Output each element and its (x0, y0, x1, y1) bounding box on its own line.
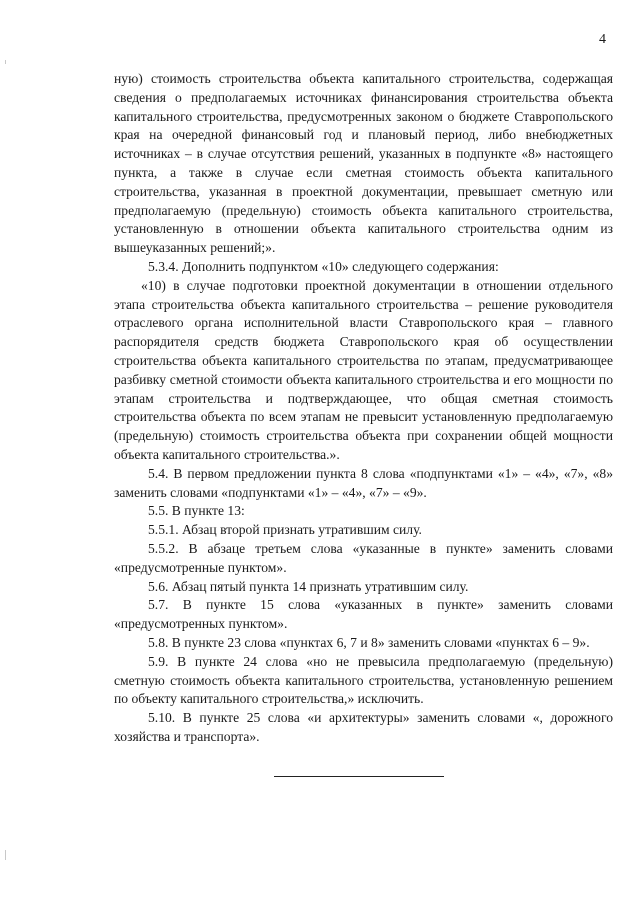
paragraph-5-5-2: 5.5.2. В абзаце третьем слова «указанные в пункте» заменить словами «предусмотренные пунктом». (114, 540, 613, 575)
paragraph-continuation: ную) стоимость строительства объекта капитального строительства, содержащая сведения о предполагаемых источниках финансирования строительства объекта капитального строительства, предусмотренных законом о бюджете Ставропольского края на очередной финансовый год и плановый период, либо внебюджетных источниках – в случае отсутствия решений, указанных в подпункте «8» настоящего пункта, а также в случае если сметная стоимость объекта капитального строительства, указанная в проектной документации, превышает сметную или предполагаемую (предельную) стоимость объекта капитального строительства, установленную в отношении объекта капитального строительства одним из вышеуказанных решений;». (114, 71, 613, 256)
paragraph-5-5-1: 5.5.1. Абзац второй признать утратившим силу. (148, 522, 422, 538)
document-body (114, 70, 613, 747)
paragraph-5-3-4: 5.3.4. Дополнить подпунктом «10» следующего содержания: (148, 258, 499, 274)
scan-margin-mark (5, 60, 6, 64)
page-number: 4 (599, 32, 606, 47)
paragraph-5-5: 5.5. В пункте 13: (148, 503, 245, 519)
paragraph-5-7: 5.7. В пункте 15 слова «указанных в пункте» заменить словами «предусмотренных пунктом». (114, 597, 613, 632)
paragraph-5-9: 5.9. В пункте 24 слова «но не превысила предполагаемую (предельную) сметную стоимость объекта капитального строительства, установленную решением по объекту капитального строительства,» исключить. (114, 653, 613, 707)
paragraph-5-8: 5.8. В пункте 23 слова «пунктах 6, 7 и 8» заменить словами «пунктах 6 – 9». (148, 634, 590, 650)
paragraph-subpoint-10: «10) в случае подготовки проектной документации в отношении отдельного этапа строительства объекта капитального строительства – решение руководителя отраслевого органа исполнительной власти Ставропольского края – главного распорядителя средств бюджета Ставропольского края об осуществлении строительства объекта капитального строительства по этапам, предусматривающее разбивку сметной стоимости объекта капитального строительства и его мощности по этапам строительства и подтверждающее, что общая сметная стоимость строительства объекта по всем этапам не превысит установленную предполагаемую (предельную) стоимость строительства объекта при сохранении общей мощности объекта капитального строительства.». (114, 277, 613, 462)
paragraph-5-6: 5.6. Абзац пятый пункта 14 признать утратившим силу. (148, 578, 469, 594)
paragraph-5-4: 5.4. В первом предложении пункта 8 слова «подпунктами «1» – «4», «7», «8» заменить словами «подпунктами «1» – «4», «7» – «9». (114, 465, 613, 500)
end-separator-line (274, 776, 444, 777)
scan-margin-mark (5, 850, 6, 860)
paragraph-5-10: 5.10. В пункте 25 слова «и архитектуры» заменить словами «, дорожного хозяйства и транспорта». (114, 710, 613, 744)
